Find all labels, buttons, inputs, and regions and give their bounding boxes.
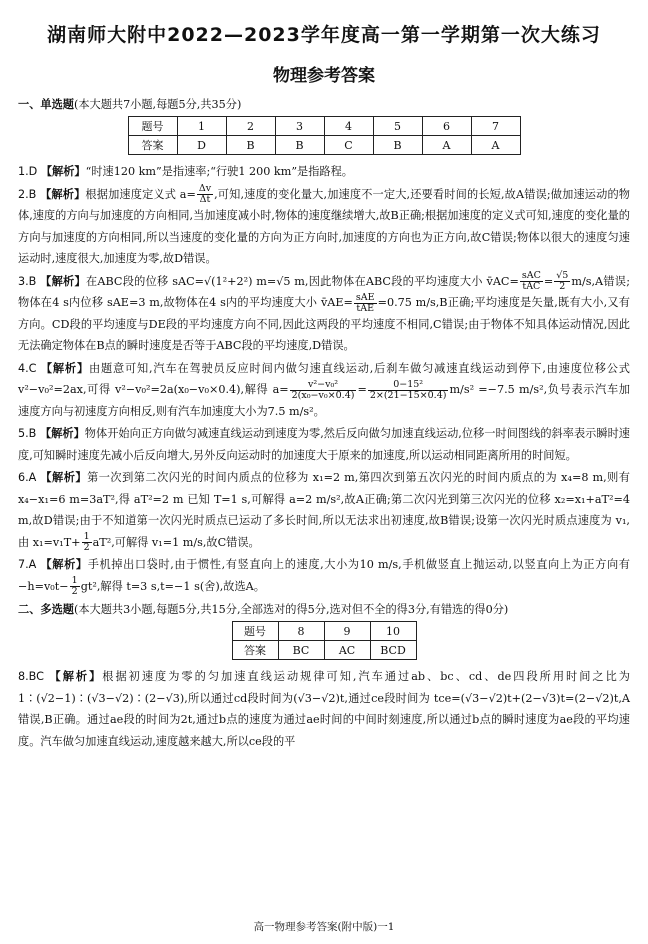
table-cell-label: 题号 xyxy=(128,117,177,136)
section-multiple-choice xyxy=(18,601,630,617)
document-title: 湖南师大附中2022—2023学年度高一第一学期第一次大练习 xyxy=(47,24,601,46)
item-number: 8.BC xyxy=(18,670,44,683)
table-cell-answer: C xyxy=(324,136,373,155)
item-tag: 【解析】 xyxy=(40,558,88,571)
item-text: 根据加速度定义式 a= xyxy=(85,187,196,201)
item-number: 2.B xyxy=(18,187,37,201)
fraction xyxy=(197,184,213,205)
fraction-denominator: 2(x₀−v₀×0.4) xyxy=(291,389,355,401)
answer-table-single xyxy=(128,116,521,155)
item-tag: 【解析】 xyxy=(40,361,89,375)
item-tag: 【解析】 xyxy=(40,471,88,484)
table-cell-label: 答案 xyxy=(128,136,177,155)
table-cell-answer: A xyxy=(422,136,471,155)
fraction-denominator: 2 xyxy=(559,281,566,292)
item-number: 1.D xyxy=(18,165,38,178)
table-cell-answer: A xyxy=(471,136,520,155)
item-number: 6.A xyxy=(18,471,37,484)
fraction-denominator: 2 xyxy=(83,542,90,553)
table-row-answers xyxy=(128,136,520,155)
item-text: aT²,可解得 v₁=1 m/s,故C错误。 xyxy=(92,535,260,549)
item-text: 手机掉出口袋时,由于惯性,有竖直向上的速度,大小为10 m/s,手机做竖直上抛运动,以竖直向上为正方向有 −h=v₀t− xyxy=(18,558,630,593)
table-cell-answer: AC xyxy=(324,641,370,660)
table-cell-label: 答案 xyxy=(232,641,278,660)
fraction-denominator: Δt xyxy=(199,194,211,205)
fraction-numerator: 1 xyxy=(83,531,90,542)
answer-item-2 xyxy=(18,184,630,270)
fraction-numerator: sAC xyxy=(521,270,541,281)
item-text: m/s,A错误;物体在4 s内位移 sAE=3 m,故物体在4 s内的平均速度大小 v̄AE= xyxy=(18,274,630,309)
fraction-numerator: sAE xyxy=(355,291,375,303)
fraction-numerator: 1 xyxy=(71,575,78,586)
answer-item-6 xyxy=(18,467,630,553)
item-number: 7.A xyxy=(18,558,37,571)
item-text: = xyxy=(357,383,367,396)
table-cell-number: 6 xyxy=(422,117,471,136)
page-footer: 高一物理参考答案(附中版)一1 xyxy=(253,921,395,933)
table-cell-label: 题号 xyxy=(232,622,278,641)
item-text: 由题意可知,汽车在驾驶员反应时间内做匀速直线运动,后刹车做匀减速直线运动到停下,由速度位移公式 v²−v₀²=2ax,可得 v²−v₀²=2a(x₀−v₀×0.4),解得 a= xyxy=(18,361,630,396)
fraction xyxy=(554,271,570,292)
fraction xyxy=(354,293,377,314)
section-note: (本大题共7小题,每题5分,共35分) xyxy=(73,98,242,111)
table-cell-answer: BCD xyxy=(370,641,416,660)
item-tag: 【解析】 xyxy=(40,165,86,178)
table-cell-number: 8 xyxy=(278,622,324,641)
item-text: “时速120 km”是指速率;“行驶1 200 km”是指路程。 xyxy=(85,165,353,178)
section-heading: 一、单选题 xyxy=(18,97,74,111)
item-text: 根据初速度为零的匀加速直线运动规律可知,汽车通过ab、bc、cd、de四段所用时间之比为1∶(√2−1)∶(√3−√2)∶(2−√3),所以通过cd段时间为(√3−√2)t,通过ce段时间为 tce=(√3−√2)t+(2−√3)t=(2−√2)t,A错误,B正确。通过ae段的时间为2t,通过b点的速度为通过ae时间的中间时刻速度,所以通过b点的瞬时速度为ae段的平均速度。汽车做匀加速直线运动,速度越来越大,所以ce段的平 xyxy=(18,670,630,748)
item-text: ,可知,速度的变化量大,加速度不一定大,还要看时间的长短,故A错误;做加速运动的物体,速度的方向与加速度的方向相同,当加速度减小时,物体的速度继续增大,故B正确;根据加速度的定义式可知,速度的变化量的方向与加速度的方向相同,所以当速度的变化量的方向为正方向时,加速度的方向也为正方向,故C错误;物体以很大的速度匀速运动时,速度很大,加速度为零,故D错误。 xyxy=(18,187,630,265)
answer-item-1 xyxy=(18,161,630,183)
table-row-numbers xyxy=(232,622,416,641)
item-text: 在ABC段的位移 sAC=√(1²+2²) m=√5 m,因此物体在ABC段的平均速度大小 v̄AC= xyxy=(85,274,519,288)
item-text: 物体开始向正方向做匀减速直线运动到速度为零,然后反向做匀加速直线运动,位移一时间图线的斜率表示瞬时速度,可知瞬时速度先减小后反向增大,另外反向运动时的加速度大于原来的加速度,所以运动相同距离所用的时间短。 xyxy=(18,427,630,462)
fraction-denominator: 2×(21−15×0.4) xyxy=(369,389,447,401)
answer-item-4 xyxy=(18,358,630,423)
fraction-numerator: √5 xyxy=(556,270,569,281)
item-tag: 【解析】 xyxy=(40,274,86,288)
item-number: 4.C xyxy=(18,361,37,375)
table-cell-number: 10 xyxy=(370,622,416,641)
table-cell-answer: D xyxy=(177,136,226,155)
item-number: 5.B xyxy=(18,427,37,440)
table-cell-number: 5 xyxy=(373,117,422,136)
document-subtitle: 物理参考答案 xyxy=(273,66,375,86)
answer-item-5 xyxy=(18,423,630,466)
fraction-numerator: Δv xyxy=(198,183,212,194)
answer-item-7 xyxy=(18,554,630,597)
table-cell-number: 7 xyxy=(471,117,520,136)
table-cell-number: 2 xyxy=(226,117,275,136)
section-heading: 二、多选题 xyxy=(18,602,74,616)
answer-item-8 xyxy=(18,666,630,752)
fraction xyxy=(290,380,357,401)
item-number: 3.B xyxy=(18,274,37,288)
fraction-numerator: 0−15² xyxy=(368,380,449,391)
table-cell-number: 4 xyxy=(324,117,373,136)
table-cell-answer: B xyxy=(226,136,275,155)
fraction-denominator: tAE xyxy=(356,302,375,314)
item-text: 第一次到第二次闪光的时间内质点的位移为 x₁=2 m,第四次到第五次闪光的时间内质点的为 x₄=8 m,则有 x₄−x₁=6 m=3aT²,得 aT²=2 m 已知 T=1 s,可解得 a=2 m/s²,故A正确;第二次闪光到第三次闪光的位移 x₂=x₁+aT²=4 m,故D错误;由于不知道第一次闪光时质点已运动了多长时间,所以无法求出初速度,故B错误;设第一次闪光时质点速度为 v₁,由 x₁=v₁T+ xyxy=(18,471,630,549)
section-single-choice xyxy=(18,96,630,112)
item-tag: 【解析】 xyxy=(39,427,85,440)
table-cell-answer: B xyxy=(373,136,422,155)
table-cell-number: 9 xyxy=(324,622,370,641)
table-cell-number: 3 xyxy=(275,117,324,136)
table-cell-answer: BC xyxy=(278,641,324,660)
table-row-answers xyxy=(232,641,416,660)
fraction-numerator: v²−v₀² xyxy=(290,380,357,391)
section-note: (本大题共3小题,每题5分,共15分,全部选对的得5分,选对但不全的得3分,有错选的得0分) xyxy=(73,603,509,616)
fraction xyxy=(368,380,449,401)
item-tag: 【解析】 xyxy=(49,670,103,683)
fraction-denominator: 2 xyxy=(71,586,78,597)
item-text: m/s² =−7.5 m/s²,负号表示汽车加速度方向与初速度方向相反,则有汽车加速度大小为7.5 m/s²。 xyxy=(18,383,630,418)
fraction-denominator: tAC xyxy=(522,281,541,292)
table-row-numbers xyxy=(128,117,520,136)
item-text: gt²,解得 t=3 s,t=−1 s(舍),故选A。 xyxy=(80,579,265,593)
fraction xyxy=(82,532,92,553)
answer-table-multiple xyxy=(232,621,417,660)
answer-item-3 xyxy=(18,271,630,357)
fraction xyxy=(70,576,80,597)
table-cell-answer: B xyxy=(275,136,324,155)
table-cell-number: 1 xyxy=(177,117,226,136)
fraction xyxy=(520,271,543,292)
item-tag: 【解析】 xyxy=(40,187,86,201)
item-text: =0.75 m/s,B正确;平均速度是矢量,既有大小,又有方向。CD段的平均速度与DE段的平均速度方向不同,因此这两段的平均速度不相同,C错误;由于物体不知具体运动情况,因此无法确定物体在B点的瞬时速度是否等于ABC段的平均速度,D错误。 xyxy=(18,296,630,352)
item-text: = xyxy=(543,274,554,288)
